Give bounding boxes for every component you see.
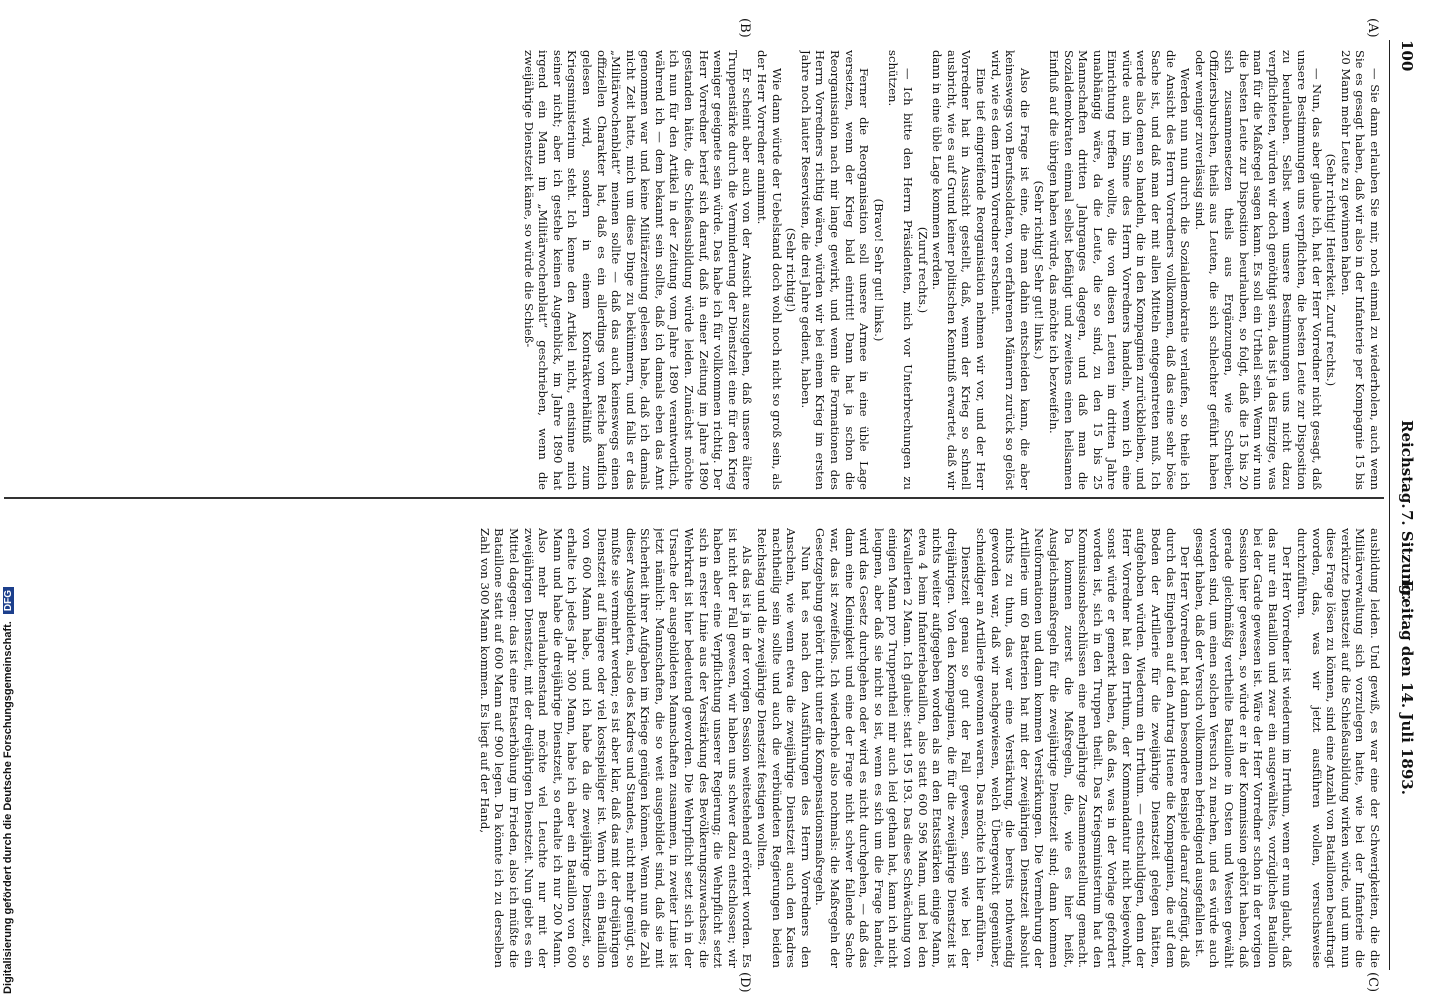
interjection: (Sehr richtig! Sehr gut! links.) [1032, 180, 1047, 360]
header-session: 7. Sitzung. [1398, 510, 1416, 601]
interjection: (Bravo! Sehr gut! links.) [871, 198, 886, 342]
header-rule [1389, 40, 1390, 970]
header-title: Reichstag. [1398, 420, 1416, 509]
paragraph: Werden nun nun durch die Sozialdemokratie verlaufen, so theile ich die Ansicht des Herrn Vorredners vollkommen, daß das eine sehr böse Sache ist, und daß man der mit allen Mitteln entgegentreten muß. Ich werde also denen so handeln, die in den Kompagnien zurückbleiben, und würde auch im Sinne des Herrn Vorredners handeln, wenn ich eine Einrichtung treffen wollte, die von diesen Leuten im dritten Jahre unabhängig wäre, da die Leute, die so sind, zu den 15 bis 25 Mannschaften dritten Jahrganges dagegen, und daß man die Sozialdemokraten einmal selbst befähigt und zweitens einen heilsamen Einfluß auf die übrigen haben würde, das möchte ich bezweifeln. [1046, 50, 1193, 490]
paragraph: Eine tief eingreifende Reorganisation nehmen wir vor, und der Herr Vorredner hat in Aussicht gestellt, daß, wenn der Krieg so schnell ausbricht, wie es auf Grund keiner politischen Kenntniß erwartet, daß wir dann in eine üble Lage kommen werden. [930, 50, 988, 490]
margin-mark-b: (B) [737, 18, 752, 38]
margin-mark-d: (D) [737, 972, 752, 993]
margin-mark-a: (A) [1365, 18, 1380, 38]
paragraph: — Nun, das aber glaube ich, hat der Herr Vorredner nicht gesagt, daß unsere Bestimmungen uns verpflichten, die besten Leute zur Disposition zu beurlauben. Selbst wenn unsere Bestimmungen uns nicht dazu verpflichteten, würden wir doch genöthigt sein, das ist ja das Einzige, was man für die Maßregel sagen kann. Es soll ein Urtheil sein. Wenn wir nun die besten Leute zur Disposition beurlauben, so folgt, daß die 15 bis 20 sich zusammensetzen theils aus Ergänzungen, wie Schreiber, Offiziersburschen, theils aus Leuten, die sich schlechter geführt haben oder weniger zuverlässig sind. [1192, 50, 1324, 490]
paragraph: Wie dann würde der Uebelstand doch wohl noch nicht so groß sein, als der Herr Vorredner annimmt. [755, 50, 784, 490]
margin-mark-c: (C) [1365, 972, 1380, 993]
paragraph: Der Herr Vorredner hat dann besondere Beispiele darauf zugefügt, daß durch das Eingehen auf den Antrag Huene die Kompagnien, die auf dem Boden der Artillerie für die zweijährige Dienstzeit gelegen hätten, aufgehoben würden. Wiederum ein Irrthum. — entschuldigen, denn der Herr Vorredner hat den Irrthum, der Kommandantur nicht beigewohnt, sonst würde er gemerkt haben, daß das, was in der Vorlage gefordert worden ist, sich in den Truppen theilt. Das Kriegsministerium hat den Kommissionsbeschlüssen eine mehrjährige Zusammenstellung gemacht. Da kommen zuerst die Maßregeln, die, wie es hier heißt, Ausgleichsmaßregeln für die zweijährige Dienstzeit sind; dann kommen Neuformationen und dann kommen Verstärkungen. Die Vermehrung der Artillerie um 60 Batterien hat mit der zweijährigen Dienstzeit absolut nichts zu thun, das war eine Verstärkung, die bereits nothwendig geworden war, daß wir nachgewiesen, welch Übergewicht gegenüber, schneidiger an Artillerie gewonnen waren. Das möchte ich hier anführen. [973, 528, 1193, 968]
paragraph: Nun hat es nach den Ausführungen des Herrn Vorredners den Anschein, wie wenn etwa die zweijährige Dienstzeit auch den Kadres nachtheilig sein sollte und auch die verbündeten Regierungen beiden Reichstag und die zweijährige Dienstzeit festigen wollten. [755, 528, 813, 968]
interjection: (Sehr richtig!) [784, 227, 799, 313]
running-header [1392, 40, 1420, 970]
paragraph: Als das ist ja in der vorigen Session weitestehend erörtert worden. Es ist nicht der Fall gewesen, wir haben uns schwer dazu entschlossen; wir haben aber eine Verpflichtung unserer Regierung; die Wehrpflicht setzt sich in erster Linie aus der Verstärkung des Bevölkerungszuwachses; die Wehrkraft ist hier bedeutend geworden. Die Wehrpflicht setzt sich in der Ursache der ausgebildeten Mannschaften zusammen, in zweiter Linie ist jetzt nämlich: Mannschaften, die so weit ausgebildet sind, daß sie mit Sicherheit ihrer Aufgaben im Kriege genügen können. Wenn nun die Zahl dieser Ausgebildeten, also des Kadres und Standes, nicht mehr genügt, so mußte sie vermehrt werden; es ist aber klar, daß das mit der dreijährigen Dienstzeit auf längere oder viel kostspieliger ist. Wenn ich ein Bataillon von 600 Mann habe, und ich habe da die zweijährige Dienstzeit, so erhalte ich jedes Jahr 300 Mann, habe ich aber ein Bataillon von 600 Mann und habe die dreijährige Dienstzeit, so erhalte ich nur 200 Mann. Also mehr Beurlaubtenstand möchte viel Leuchte nur mit der zweijährigen Dienstzeit, mit der dreijährigen Dienstzeit. Nun giebt es ein Mittel dagegen: das ist eine Etatserhöhung im Frieden, also ich müßte die Bataillone statt auf 600 Mann auf 900 legen. Da könnte ich zu derselben Zahl von 300 Mann kommen. Es liegt auf der Hand, [477, 528, 755, 968]
paragraph: Er scheint aber auch von der Ansicht auszugehen, daß unsere ältere Truppenstärke durch die Verminderung der Dienstzeit eine für den Krieg weniger geeignete sein würde. Das habe ich für vollkommen richtig. Der Herr Vorredner berief sich darauf, daß in einer Zeitung im Jahre 1890 gestanden hätte, die Schießausbildung würde leiden. Zunächst möchte ich nun für den Artikel in der Zeitung vom Jahre 1890 verantwortlich, während ich — dem bekannt sein sollte, daß ich damals eben das Amt genommen war und keine Militärzeitung gelesen habe, daß ich damals nicht Zeit hatte, mich um diese Dinge zu bekümmern, und falls er das „Militärwochenblatt“ meinen sollte — daß das auch keineswegs einen offiziellen Charakter hat, daß es ein allerdings vom Reiche kauflich gelesen wird, sondern in einem Kontraktverhältniß zum Kriegsministerium steht. Ich kenne den Artikel nicht, entsinne mich seiner nicht; aber ich gestehe keinen Augenblick, im Jahre 1890 hat irgend ein Mann im „Militärwochenblatt“ geschrieben, wenn die zweijährige Dienstzeit käme, so würde die Schieß- [521, 50, 755, 490]
paragraph: — Ich bitte den Herrn Präsidenten, mich vor Unterbrechungen zu schützen. [886, 50, 915, 490]
header-date: Freitag den 14. Juli 1893. [1398, 580, 1416, 795]
interjection: (Sehr richtig! Heiterkeit. Zuruf rechts.) [1324, 153, 1339, 387]
right-column [22, 528, 1382, 968]
paragraph: Ferner die Reorganisation soll unsere Armee in eine üble Lage versetzen, wenn der Krieg bald eintritt! Dann hat ja schon die Reorganisation nach mir lange gewirkt, und wenn die Formationen des Herrn Vorredners richtig wären, würden wir bei einem Krieg im ersten Jahre noch lauter Reservisten, die drei Jahre gedient, haben. [798, 50, 872, 490]
rotated-page-content [2, 0, 1432, 1000]
paragraph: Dienstzeit genau so gut der Fall gewesen, sein wie bei der dreijährigen. Von den Kompagnien, die für die zweijährige Dienstzeit ist nichts weiter aufgegeben worden als an den Etatsstärken einige Mann, etwa 4 beim Infanteriebataillon, also statt 600 596 Mann, und bei den Kavallerien 2 Mann. Ich glaube: statt 195 193. Das diese Schwächung von einigen Mann pro Truppentheil mir auch leid gethan hat, kann ich nicht leugnen, aber daß sie nicht so ist, wenn es sich um die Frage handelt, wird das Gesetz durchgehen oder wird es nicht durchgehen, — daß das dann eine Kleinigkeit und eine der Frage nicht schwer fallende Sache war, das ist zweifellos. Ich wiederhole also nochmals: die Maßregeln der Gesetzgebung gehört nicht unter die Kompensationsmaßregeln. [813, 528, 974, 968]
page-number: 100 [1398, 40, 1416, 72]
column-divider [4, 497, 1384, 499]
paragraph: Also die Frage ist eine, die man dahin entscheiden kann, die aber keineswegs von Berufssoldaten, von erfahrenen Männern zurück so gelöst wird, wie es dem Herrn Vorredner erscheint. [988, 50, 1032, 490]
paragraph: — Sie dann erlauben Sie mir, noch einmal zu wiederholen, auch wenn Sie es gesagt haben, daß wir also in der Infanterie per Kompagnie 15 bis 20 Mann mehr Leute zu gewinnen haben. [1338, 50, 1382, 490]
paragraph: ausbildung leiden. Und gewiß, es war eine der Schwerigkeiten, die die Militärverwaltung sich vorzulegen hatte, wie bei der Infanterie die verkürzte Dienstzeit auf die Schießausbildung wirken würde, und um nun diese Frage lösen zu können, sind eine Anzahl von Bataillonen beauftragt worden, das, was wir jetzt ausführen wollen, versuchsweise durchzuführen. [1295, 528, 1382, 968]
digitization-credit-text: Digitalisierung gefördert durch die Deutsche Forschungsgemeinschaft. [2, 621, 14, 994]
left-column [22, 50, 1382, 490]
dfg-logo: DFG [3, 587, 14, 614]
paragraph: Der Herr Vorredner ist wiederum im Irrthum, wenn er nun glaubt, daß das nur ein Bataillon und zwar ein ausgewähltes, vorzügliches Bataillon bei der Garde gewesen ist. Wäre der Herr Vorredner schon in der vorigen Session hier gewesen, so würde er in der Kommission gehört haben, daß gerade gleichmäßig vertheilte Bataillone in Osten und Westen gewählt worden sind, um einen solchen Versuch zu machen, und es würde auch gesagt haben, daß der Versuch vollkommen befriedigend ausgefallen ist. [1192, 528, 1295, 968]
interjection: (Zuruf rechts.) [915, 226, 930, 314]
